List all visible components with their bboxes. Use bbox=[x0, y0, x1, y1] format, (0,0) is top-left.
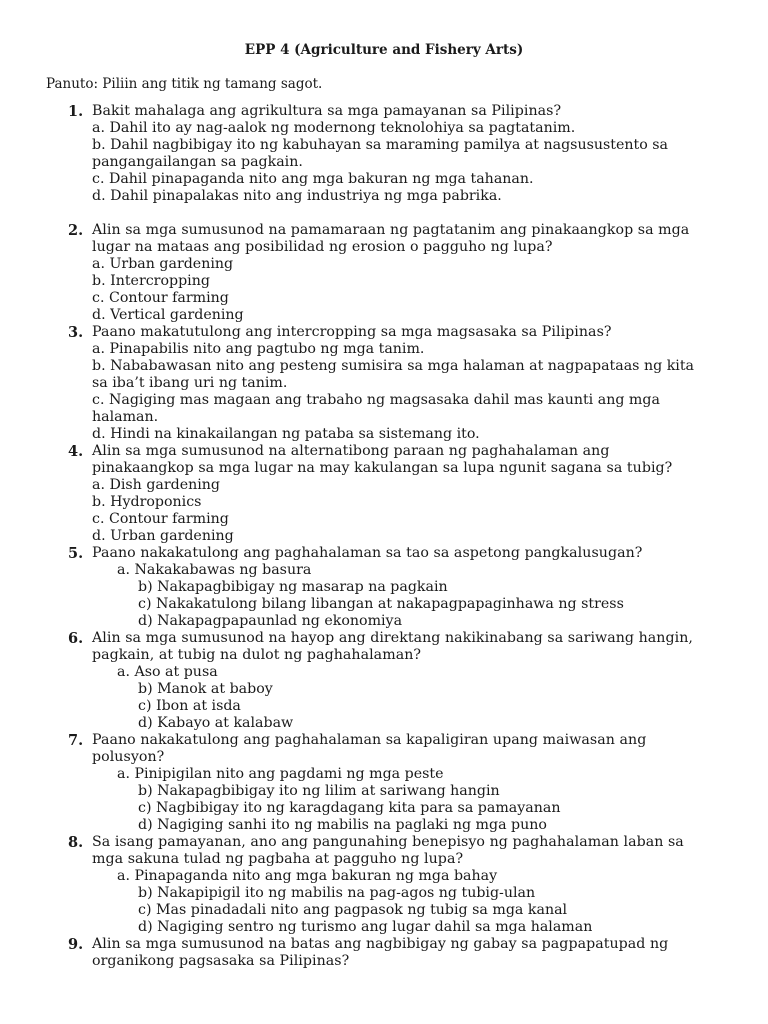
question-text: Sa isang pamayanan, ano ang pangunahing benepisyo ng paghahalaman laban sa mga sakuna tulad ng pagbaha at pagguho ng lupa? bbox=[92, 834, 684, 867]
instructions: Panuto: Piliin ang titik ng tamang sagot. bbox=[46, 76, 323, 92]
question-text: Bakit mahalaga ang agrikultura sa mga pamayanan sa Pilipinas? bbox=[92, 103, 562, 119]
choice-c: c. Nagiging mas magaan ang trabaho ng magsasaka dahil mas kaunti ang mga halaman. bbox=[92, 392, 660, 425]
choice-b: b) Manok at baboy bbox=[138, 681, 273, 697]
question-number: 7. bbox=[68, 732, 84, 749]
question-number: 6. bbox=[68, 630, 84, 647]
choice-d: d) Nagiging sentro ng turismo ang lugar dahil sa mga halaman bbox=[138, 919, 593, 935]
question-text: Paano nakakatulong ang paghahalaman sa kapaligiran upang maiwasan ang polusyon? bbox=[92, 732, 647, 765]
choice-a: a. Urban gardening bbox=[92, 256, 234, 272]
question-item bbox=[0, 732, 768, 834]
question-text: Alin sa mga sumusunod na hayop ang direktang nakikinabang sa sariwang hangin, pagkain, at tubig na dulot ng paghahalaman? bbox=[92, 630, 693, 663]
question-item bbox=[0, 834, 768, 936]
choice-b: b) Nakapagbibigay ng masarap na pagkain bbox=[138, 579, 448, 595]
choice-b: b. Hydroponics bbox=[92, 494, 202, 510]
document-title: EPP 4 (Agriculture and Fishery Arts) bbox=[244, 42, 524, 58]
question-item bbox=[0, 545, 768, 630]
choice-b: b. Dahil nagbibigay ito ng kabuhayan sa maraming pamilya at nagsusustento sa pangangailangan sa pagkain. bbox=[92, 137, 669, 170]
question-number: 1. bbox=[68, 103, 84, 120]
choice-a: a. Dahil ito ay nag-aalok ng modernong teknolohiya sa pagtatanim. bbox=[92, 120, 576, 136]
question-number: 5. bbox=[68, 545, 84, 562]
question-number: 8. bbox=[68, 834, 84, 851]
choice-d: d) Nagiging sanhi ito ng mabilis na paglaki ng mga puno bbox=[138, 817, 547, 833]
question-item bbox=[0, 103, 768, 205]
choice-c: c. Contour farming bbox=[92, 290, 229, 306]
question-text: Alin sa mga sumusunod na pamamaraan ng pagtatanim ang pinakaangkop sa mga lugar na mataas ang posibilidad ng erosion o pagguho ng lupa? bbox=[92, 222, 690, 255]
choice-c: c) Nagbibigay ito ng karagdagang kita para sa pamayanan bbox=[138, 800, 561, 816]
choice-c: c. Dahil pinapaganda nito ang mga bakuran ng mga tahanan. bbox=[92, 171, 534, 187]
choice-d: d. Vertical gardening bbox=[92, 307, 244, 323]
choice-d: d. Hindi na kinakailangan ng pataba sa sistemang ito. bbox=[92, 426, 480, 442]
choice-a: a. Pinapabilis nito ang pagtubo ng mga tanim. bbox=[92, 341, 425, 357]
choice-a: a. Nakakabawas ng basura bbox=[117, 562, 312, 578]
choice-d: d) Nakapagpapaunlad ng ekonomiya bbox=[138, 613, 403, 629]
question-item bbox=[0, 324, 768, 443]
question-item bbox=[0, 630, 768, 732]
choice-b: b) Nakapagbibigay ito ng lilim at sariwang hangin bbox=[138, 783, 500, 799]
choice-b: b. Nababawasan nito ang pesteng sumisira sa mga halaman at nagpapataas ng kita sa iba’t ibang uri ng tanim. bbox=[92, 358, 694, 391]
question-number: 4. bbox=[68, 443, 84, 460]
question-text: Alin sa mga sumusunod na alternatibong paraan ng paghahalaman ang pinakaangkop sa mga lugar na may kakulangan sa lupa ngunit sagana sa tubig? bbox=[92, 443, 673, 476]
question-item bbox=[0, 222, 768, 324]
question-number: 3. bbox=[68, 324, 84, 341]
question-number: 2. bbox=[68, 222, 84, 239]
choice-a: a. Aso at pusa bbox=[117, 664, 218, 680]
choice-d: d) Kabayo at kalabaw bbox=[138, 715, 294, 731]
choice-c: c) Nakakatulong bilang libangan at nakapagpapaginhawa ng stress bbox=[138, 596, 624, 612]
choice-b: b. Intercropping bbox=[92, 273, 210, 289]
question-text: Alin sa mga sumusunod na batas ang nagbibigay ng gabay sa pagpapatupad ng organikong pagsasaka sa Pilipinas? bbox=[92, 936, 669, 969]
choice-d: d. Dahil pinapalakas nito ang industriya ng mga pabrika. bbox=[92, 188, 502, 204]
question-number: 9. bbox=[68, 936, 84, 953]
question-item bbox=[0, 443, 768, 545]
choice-b: b) Nakapipigil ito ng mabilis na pag-agos ng tubig-ulan bbox=[138, 885, 536, 901]
choice-c: c. Contour farming bbox=[92, 511, 229, 527]
choice-c: c) Mas pinadadali nito ang pagpasok ng tubig sa mga kanal bbox=[138, 902, 568, 918]
question-text: Paano makatutulong ang intercropping sa mga magsasaka sa Pilipinas? bbox=[92, 324, 612, 340]
choice-d: d. Urban gardening bbox=[92, 528, 234, 544]
choice-a: a. Pinipigilan nito ang pagdami ng mga peste bbox=[117, 766, 444, 782]
choice-c: c) Ibon at isda bbox=[138, 698, 241, 714]
choice-a: a. Pinapaganda nito ang mga bakuran ng mga bahay bbox=[117, 868, 498, 884]
question-text: Paano nakakatulong ang paghahalaman sa tao sa aspetong pangkalusugan? bbox=[92, 545, 643, 561]
question-item bbox=[0, 936, 768, 970]
question-list bbox=[0, 103, 768, 970]
choice-a: a. Dish gardening bbox=[92, 477, 221, 493]
